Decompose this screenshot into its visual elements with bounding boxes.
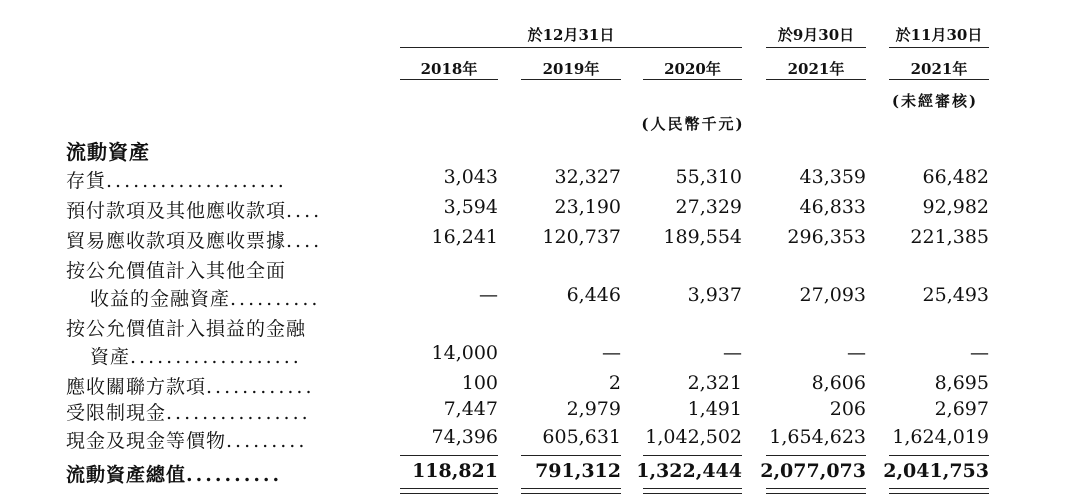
table-cell: 3,937 — [687, 284, 742, 306]
row-label-text: 受限制現金 — [66, 402, 167, 424]
table-cell: 189,554 — [663, 226, 742, 248]
row-label — [66, 196, 322, 223]
table-cell: 16,241 — [431, 226, 498, 248]
year-rule-2021-nov — [889, 79, 989, 80]
double-rule-line — [766, 488, 866, 489]
table-cell: 6,446 — [566, 284, 621, 306]
year-header-2019: 2019年 — [542, 60, 600, 78]
table-cell: 1,491 — [687, 398, 742, 420]
total-cell: 2,077,073 — [760, 460, 866, 482]
row-leader-dots: .......... — [186, 464, 283, 486]
double-rule-line — [400, 488, 498, 489]
table-cell: 43,359 — [799, 166, 866, 188]
subtotal-rule-2020 — [643, 455, 742, 456]
table-cell: 74,396 — [431, 426, 498, 448]
row-label-text: 存貨 — [66, 170, 107, 192]
table-cell: 3,594 — [443, 196, 498, 218]
row-label — [90, 342, 302, 369]
table-cell: 1,654,623 — [769, 426, 866, 448]
row-label — [66, 314, 306, 341]
table-cell: 66,482 — [922, 166, 989, 188]
header-group-nov30: 於11月30日 — [895, 26, 983, 44]
subtotal-rule-2021-sep — [766, 455, 866, 456]
table-cell: 23,190 — [554, 196, 621, 218]
table-cell: 1,042,502 — [645, 426, 742, 448]
table-cell: 2,979 — [566, 398, 621, 420]
header-group-dec31: 於12月31日 — [527, 26, 615, 44]
year-header-2021-nov: 2021年 — [910, 60, 968, 78]
table-cell: 206 — [829, 398, 866, 420]
table-cell: 8,695 — [934, 372, 989, 394]
row-leader-dots: ................... — [130, 346, 302, 368]
table-cell: 120,737 — [542, 226, 621, 248]
double-rule-line — [521, 493, 621, 494]
year-header-2020: 2020年 — [664, 60, 721, 78]
row-label — [66, 256, 286, 283]
header-rule-nov30 — [889, 47, 989, 48]
row-leader-dots: ................ — [166, 402, 311, 424]
table-cell: 8,606 — [811, 372, 866, 394]
table-cell: 2 — [608, 372, 621, 394]
table-cell: 27,093 — [799, 284, 866, 306]
table-cell: 92,982 — [922, 196, 989, 218]
table-cell: 1,624,019 — [892, 426, 989, 448]
row-label-text: 收益的金融資產 — [90, 288, 231, 310]
row-label — [90, 284, 320, 311]
row-label-text: 預付款項及其他應收款項 — [66, 200, 287, 222]
table-cell: 32,327 — [554, 166, 621, 188]
row-leader-dots: .... — [286, 200, 323, 222]
table-cell: 14,000 — [431, 342, 498, 364]
double-rule-line — [766, 493, 866, 494]
table-cell: 46,833 — [799, 196, 866, 218]
table-cell: 2,321 — [687, 372, 742, 394]
row-label — [66, 426, 307, 453]
row-label-text: 流動資產總值 — [66, 464, 187, 486]
table-cell: 296,353 — [787, 226, 866, 248]
row-label — [66, 166, 287, 193]
table-cell: 100 — [461, 372, 498, 394]
header-rule-sep30 — [766, 47, 866, 48]
row-leader-dots: .... — [286, 230, 323, 252]
table-cell: 2,697 — [934, 398, 989, 420]
row-leader-dots: ......... — [226, 430, 308, 452]
table-cell: 25,493 — [922, 284, 989, 306]
double-rule-line — [643, 493, 742, 494]
unit-note: (人民幣千元) — [641, 115, 745, 133]
year-header-2021-sep: 2021年 — [787, 60, 845, 78]
header-rule-dec31 — [400, 47, 742, 48]
table-cell: — — [723, 342, 742, 364]
table-cell: — — [479, 284, 498, 306]
table-cell: — — [847, 342, 866, 364]
table-cell: 27,329 — [675, 196, 742, 218]
row-label-text: 貿易應收款項及應收票據 — [66, 230, 287, 252]
double-rule-line — [521, 488, 621, 489]
table-cell: 7,447 — [443, 398, 498, 420]
double-rule-line — [400, 493, 498, 494]
year-rule-2020 — [643, 79, 742, 80]
row-label — [66, 226, 322, 253]
table-cell: — — [970, 342, 989, 364]
subtotal-rule-2019 — [521, 455, 621, 456]
total-row-label — [66, 460, 282, 487]
total-cell: 791,312 — [535, 460, 621, 482]
year-rule-2021-sep — [766, 79, 866, 80]
year-rule-2018 — [400, 79, 498, 80]
unaudited-note: (未經審核) — [891, 92, 979, 110]
table-cell: — — [602, 342, 621, 364]
row-leader-dots: .................... — [106, 170, 287, 192]
year-header-2018: 2018年 — [420, 60, 478, 78]
section-title: 流動資產 — [66, 140, 150, 164]
double-rule-line — [889, 493, 989, 494]
row-label — [66, 398, 311, 425]
total-cell: 1,322,444 — [636, 460, 742, 482]
table-cell: 221,385 — [910, 226, 989, 248]
double-rule-line — [643, 488, 742, 489]
table-cell: 55,310 — [675, 166, 742, 188]
total-cell: 118,821 — [412, 460, 498, 482]
row-label-text: 按公允價值計入其他全面 — [66, 260, 287, 282]
subtotal-rule-2018 — [400, 455, 498, 456]
subtotal-rule-2021-nov — [889, 455, 989, 456]
table-cell: 3,043 — [443, 166, 498, 188]
row-label-text: 現金及現金等價物 — [66, 430, 227, 452]
year-rule-2019 — [521, 79, 621, 80]
total-cell: 2,041,753 — [883, 460, 989, 482]
table-cell: 605,631 — [542, 426, 621, 448]
row-leader-dots: .......... — [230, 288, 321, 310]
row-label-text: 應收關聯方款項 — [66, 376, 207, 398]
row-label — [66, 372, 315, 399]
row-label-text: 資產 — [90, 346, 131, 368]
row-leader-dots: ............ — [206, 376, 315, 398]
double-rule-line — [889, 488, 989, 489]
header-group-sep30: 於9月30日 — [777, 26, 855, 44]
row-label-text: 按公允價值計入損益的金融 — [66, 318, 307, 340]
